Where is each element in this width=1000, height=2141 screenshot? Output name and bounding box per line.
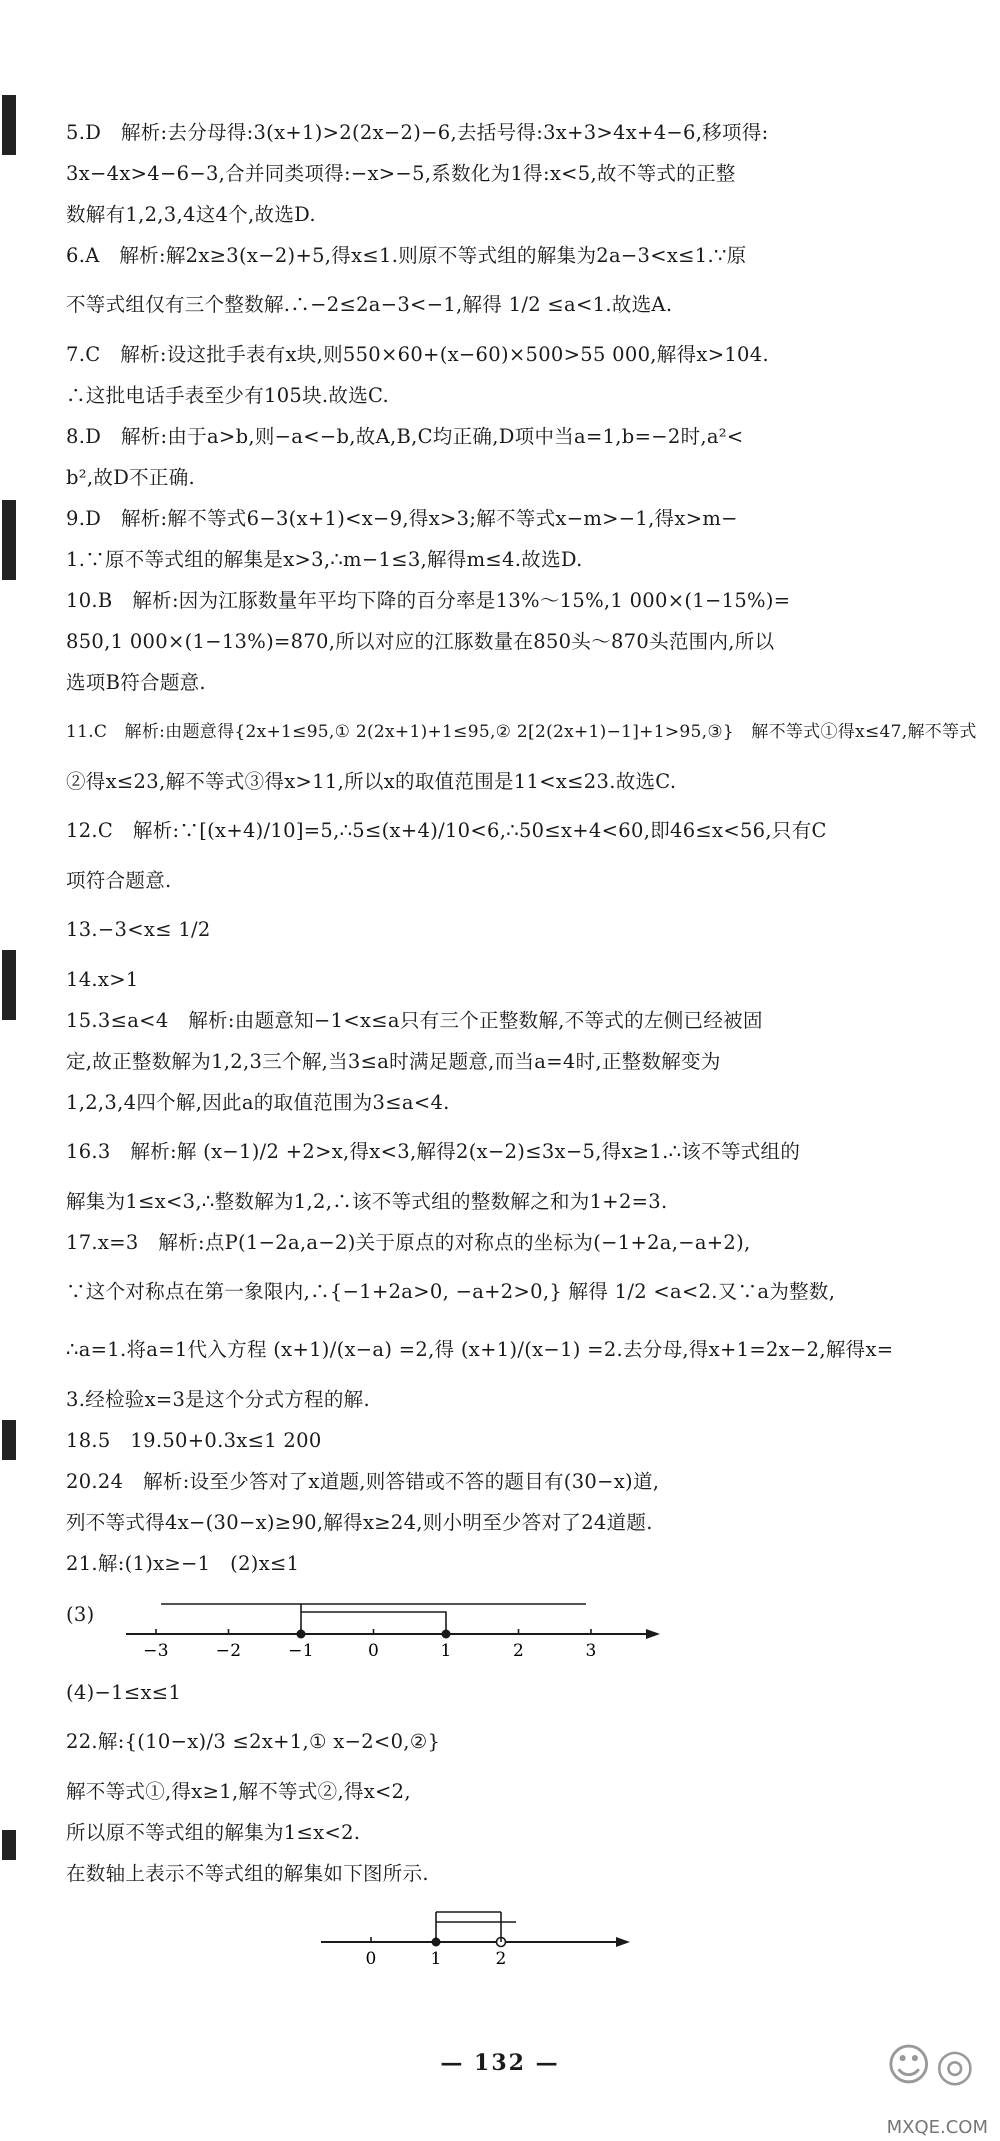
text-line: 22.解:{(10−x)/3 ≤2x+1,① x−2<0,②} (66, 1730, 441, 1753)
text-line: 8.D 解析:由于a>b,则−a<−b,故A,B,C均正确,D项中当a=1,b=−2时,a²< (66, 425, 744, 448)
text-line: 定,故正整数解为1,2,3三个解,当3≤a时满足题意,而当a=4时,正整数解变为 (66, 1050, 721, 1073)
text-line: 数解有1,2,3,4这4个,故选D. (66, 203, 316, 226)
text-line: 14.x>1 (66, 968, 139, 991)
text-line: ∴这批电话手表至少有105块.故选C. (66, 384, 390, 407)
binding-mark (2, 1830, 16, 1860)
text-line: 项符合题意. (66, 869, 172, 892)
text-line: 1,2,3,4四个解,因此a的取值范围为3≤a<4. (66, 1091, 450, 1114)
number-line-21 (66, 1592, 916, 1662)
tick-label: 1 (440, 1641, 452, 1661)
axis-arrow (646, 1629, 660, 1639)
text-line: 10.B 解析:因为江豚数量年平均下降的百分率是13%～15%,1 000×(1−15%)= (66, 589, 791, 612)
watermark-text: MXQE.COM (886, 2117, 988, 2138)
text-line: ∴a=1.将a=1代入方程 (x+1)/(x−a) =2,得 (x+1)/(x−1) =2.去分母,得x+1=2x−2,解得x= (66, 1338, 894, 1361)
text-line: 13.−3<x≤ 1/2 (66, 918, 211, 941)
text-line: 17.x=3 解析:点P(1−2a,a−2)关于原点的对称点的坐标为(−1+2a,−a+2), (66, 1231, 751, 1254)
text-line: 1.∵原不等式组的解集是x>3,∴m−1≤3,解得m≤4.故选D. (66, 548, 583, 571)
text-line: 不等式组仅有三个整数解.∴−2≤2a−3<−1,解得 1/2 ≤a<1.故选A. (66, 293, 673, 316)
text-line: 解集为1≤x<3,∴整数解为1,2,∴该不等式组的整数解之和为1+2=3. (66, 1190, 668, 1213)
text-line: 11.C 解析:由题意得{2x+1≤95,① 2(2x+1)+1≤95,② 2[2(2x+1)−1]+1>95,③} 解不等式①得x≤47,解不等式 (66, 722, 977, 742)
text-line: 18.5 19.50+0.3x≤1 200 (66, 1429, 322, 1452)
text-line: 850,1 000×(1−13%)=870,所以对应的江豚数量在850头～870头范围内,所以 (66, 630, 775, 653)
text-line: 解不等式①,得x≥1,解不等式②,得x<2, (66, 1780, 411, 1803)
number-line-22 (66, 1902, 916, 1972)
tick-label: 0 (365, 1949, 377, 1969)
watermark (788, 2040, 988, 2140)
text-line: ∵这个对称点在第一象限内,∴{−1+2a>0, −a+2>0,} 解得 1/2 <a<2.又∵a为整数, (66, 1280, 836, 1303)
text-line: ②得x≤23,解不等式③得x>11,所以x的取值范围是11<x≤23.故选C. (66, 770, 677, 793)
text-line: 15.3≤a<4 解析:由题意知−1<x≤a只有三个正整数解,不等式的左侧已经被固 (66, 1009, 763, 1032)
text-line: 3.经检验x=3是这个分式方程的解. (66, 1388, 370, 1411)
text-line: 21.解:(1)x≥−1 (2)x≤1 (66, 1552, 300, 1575)
number-line-21-svg (116, 1592, 676, 1662)
binding-mark (2, 500, 16, 580)
tick-label: −2 (215, 1641, 242, 1661)
text-line: 20.24 解析:设至少答对了x道题,则答错或不答的题目有(30−x)道, (66, 1470, 660, 1493)
binding-mark (2, 950, 16, 1020)
watermark-logo-icon: ☺◎ (885, 2040, 978, 2091)
text-line: 12.C 解析:∵[(x+4)/10]=5,∴5≤(x+4)/10<6,∴50≤x+4<60,即46≤x<56,只有C (66, 819, 827, 842)
number-line-22-svg (316, 1902, 636, 1972)
text-line: b²,故D不正确. (66, 466, 196, 489)
text-line: 6.A 解析:解2x≥3(x−2)+5,得x≤1.则原不等式组的解集为2a−3<x≤1.∵原 (66, 244, 747, 267)
binding-edge (0, 0, 28, 2141)
page-number: — 132 — (440, 2050, 560, 2076)
text-line: 3x−4x>4−6−3,合并同类项得:−x>−5,系数化为1得:x<5,故不等式的正整 (66, 162, 736, 185)
text-line: 7.C 解析:设这批手表有x块,则550×60+(x−60)×500>55 000,解得x>104. (66, 343, 769, 366)
text-line: 5.D 解析:去分母得:3(x+1)>2(2x−2)−6,去括号得:3x+3>4x+4−6,移项得: (66, 121, 769, 144)
text-line: 选项B符合题意. (66, 671, 206, 694)
text-line: 9.D 解析:解不等式6−3(x+1)<x−9,得x>3;解不等式x−m>−1,得x>m− (66, 507, 738, 530)
text-line: 列不等式得4x−(30−x)≥90,解得x≥24,则小明至少答对了24道题. (66, 1511, 653, 1534)
tick-label: 0 (367, 1641, 380, 1661)
tick-label: −3 (143, 1641, 169, 1661)
number-line-label: (3) (66, 1603, 95, 1626)
tick-label: 2 (495, 1949, 507, 1969)
text-line: 所以原不等式组的解集为1≤x<2. (66, 1821, 361, 1844)
binding-mark (2, 1420, 16, 1460)
text-line: (4)−1≤x≤1 (66, 1681, 182, 1704)
tick-label: 3 (585, 1641, 597, 1661)
binding-mark (2, 95, 16, 155)
answer-content (66, 112, 977, 1982)
tick-label: −1 (288, 1641, 314, 1661)
axis-arrow (616, 1937, 630, 1947)
tick-label: 2 (512, 1641, 525, 1661)
text-line: 在数轴上表示不等式组的解集如下图所示. (66, 1862, 429, 1885)
text-line: 16.3 解析:解 (x−1)/2 +2>x,得x<3,解得2(x−2)≤3x−5,得x≥1.∴该不等式组的 (66, 1140, 801, 1163)
tick-label: 1 (430, 1949, 442, 1969)
